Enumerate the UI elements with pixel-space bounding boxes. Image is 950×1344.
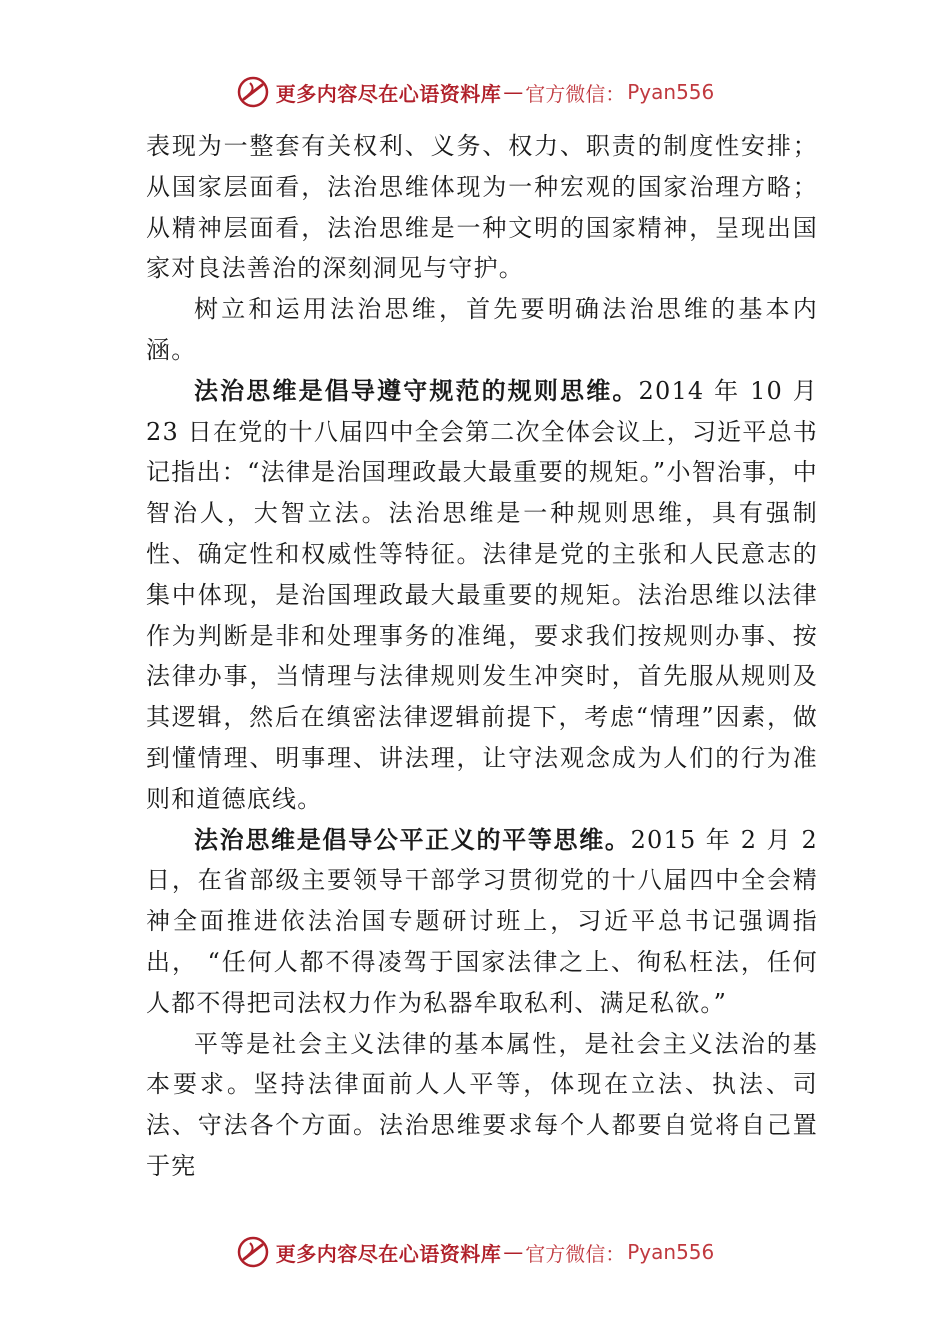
- banner-sub-text: 官方微信：: [525, 81, 626, 106]
- banner-separator: —: [503, 80, 524, 104]
- logo-icon: [236, 75, 270, 109]
- logo-icon: [236, 1235, 270, 1269]
- banner-sub-text: 官方微信：: [525, 1241, 626, 1266]
- paragraph-text: 平等是社会主义法律的基本属性，是社会主义法治的基本要求。坚持法律面前人人平等，体现在立法、执法、司法、守法各个方面。法治思维要求每个人都要自觉将自己置于宪: [146, 1029, 818, 1180]
- paragraph: [146, 820, 818, 1024]
- banner-wechat-id: Pyan556: [627, 1240, 715, 1264]
- paragraph: [146, 1024, 818, 1187]
- header-watermark-banner: [0, 70, 950, 114]
- paragraph: [146, 371, 818, 820]
- paragraph-heading: 法治思维是倡导公平正义的平等思维。: [194, 824, 631, 854]
- banner-main-text: 更多内容尽在心语资料库: [275, 81, 502, 106]
- banner-main-text: 更多内容尽在心语资料库: [275, 1241, 502, 1266]
- paragraph-text: 2014 年 10 月 23 日在党的十八届四中全会第二次全体会议上，习近平总书记指出：“法律是治国理政最大最重要的规矩。”小智治事，中智治人，大智立法。法治思维是一种规则思维，具有强制性、确定性和权威性等特征。法律是党的主张和人民意志的集中体现，是治国理政最大最重要的规矩。法治思维以法律作为判断是非和处理事务的准绳，要求我们按规则办事、按法律办事，当情理与法律规则发生冲突时，首先服从规则及其逻辑，然后在缜密法律逻辑前提下，考虑“情理”因素，做到懂情理、明事理、讲法理，让守法观念成为人们的行为准则和道德底线。: [146, 376, 818, 813]
- paragraph-text: 表现为一整套有关权利、义务、权力、职责的制度性安排； 从国家层面看，法治思维体现为一种宏观的国家治理方略； 从精神层面看，法治思维是一种文明的国家精神，呈现出国家对良法善治的深刻洞见与守护。: [146, 132, 818, 283]
- paragraph-text: 树立和运用法治思维，首先要明确法治思维的基本内涵。: [146, 295, 818, 364]
- document-body: [146, 126, 818, 1187]
- paragraph-text: 2015 年 2 月 2 日，在省部级主要领导干部学习贯彻党的十八届四中全会精神全面推进依法治国专题研讨班上，习近平总书记强调指出， “任何人都不得凌驾于国家法律之上、徇私枉法，任何人都不得把司法权力作为私器牟取私利、满足私欲。”: [146, 825, 818, 1017]
- paragraph: [146, 126, 818, 289]
- footer-watermark-banner: [0, 1230, 950, 1274]
- paragraph-heading: 法治思维是倡导遵守规范的规则思维。: [194, 375, 639, 405]
- banner-wechat-id: Pyan556: [627, 80, 715, 104]
- paragraph: [146, 289, 818, 371]
- banner-separator: —: [503, 1240, 524, 1264]
